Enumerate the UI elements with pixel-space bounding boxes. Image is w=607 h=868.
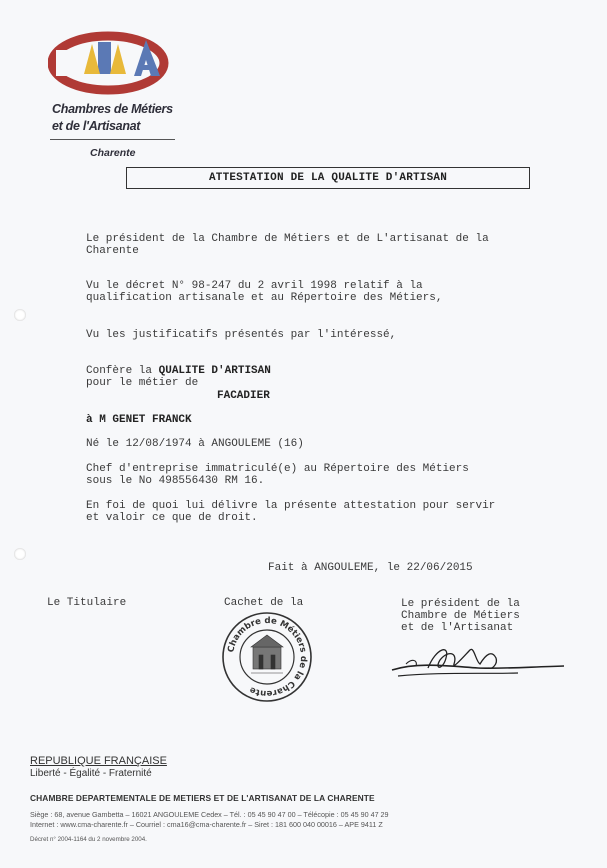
recipient-name: à M GENET FRANCK	[86, 414, 192, 426]
place-date: Fait à ANGOULEME, le 22/06/2015	[268, 562, 473, 574]
president-label	[401, 598, 520, 634]
company-line1: Chef d'entreprise immatriculé(e) au Répertoire des Métiers	[86, 463, 469, 475]
stamp-emblem-icon	[251, 635, 283, 673]
document-title: ATTESTATION DE LA QUALITE D'ARTISAN	[208, 172, 448, 184]
president-signature-icon	[388, 640, 568, 682]
confere-prefix: Confère la	[86, 365, 159, 377]
birth-info: Né le 12/08/1974 à ANGOULEME (16)	[86, 438, 304, 450]
closing-line1: En foi de quoi lui délivre la présente attestation pour servir	[86, 500, 496, 512]
footer-decree: Décret n° 2004-1164 du 2 novembre 2004.	[30, 836, 147, 843]
stamp-label: Cachet de la	[224, 597, 304, 609]
decree-paragraph	[86, 280, 442, 304]
intro-paragraph	[86, 233, 489, 257]
republic-label: REPUBLIQUE FRANÇAISE	[30, 755, 167, 767]
punch-hole	[14, 548, 26, 560]
decree-line2: qualification artisanale et au Répertoire des Métiers,	[86, 292, 443, 304]
punch-hole	[14, 309, 26, 321]
intro-line1: Le président de la Chambre de Métiers et de L'artisanat de la	[86, 233, 489, 245]
org-name-line2: et de l'Artisanat	[52, 119, 141, 133]
company-line2: sous le No 498556430 RM 16.	[86, 475, 265, 487]
decree-line1: Vu le décret N° 98-247 du 2 avril 1998 relatif à la	[86, 280, 423, 292]
president-line1: Le président de la	[401, 598, 520, 610]
cma-logo-icon	[48, 30, 178, 96]
president-line2: Chambre de Métiers	[401, 610, 520, 622]
company-paragraph	[86, 463, 469, 487]
quality-label: QUALITE D'ARTISAN	[158, 365, 271, 377]
official-stamp	[221, 611, 313, 703]
logo-divider	[50, 139, 175, 140]
republic-motto: Liberté - Égalité - Fraternité	[30, 768, 152, 779]
org-name	[52, 101, 192, 135]
intro-line2: Charente	[86, 245, 139, 257]
closing-paragraph	[86, 500, 495, 524]
org-region: Charente	[90, 147, 136, 159]
holder-label: Le Titulaire	[47, 597, 127, 609]
stamp-ring-text: Chambre de Métiers de la Charente	[226, 615, 309, 699]
confere-line	[86, 365, 271, 377]
document-title-box	[126, 167, 530, 189]
org-name-line1: Chambres de Métiers	[52, 102, 173, 116]
footer-contact: Internet : www.cma-charente.fr – Courriel : cma16@cma-charente.fr – Siret : 181 600 040 00016 – APE 9411 Z	[30, 820, 383, 829]
president-line3: et de l'Artisanat	[401, 622, 514, 634]
metier-value: FACADIER	[217, 390, 270, 402]
footer-org-name: CHAMBRE DEPARTEMENTALE DE METIERS ET DE L'ARTISANAT DE LA CHARENTE	[30, 793, 375, 803]
metier-intro: pour le métier de	[86, 377, 199, 389]
justification-paragraph: Vu les justificatifs présentés par l'intéressé,	[86, 329, 397, 341]
closing-line2: et valoir ce que de droit.	[86, 512, 258, 524]
footer-address: Siège : 68, avenue Gambetta – 16021 ANGOULEME Cedex – Tél. : 05 45 90 47 00 – Télécopie : 05 45 90 47 29	[30, 810, 389, 819]
